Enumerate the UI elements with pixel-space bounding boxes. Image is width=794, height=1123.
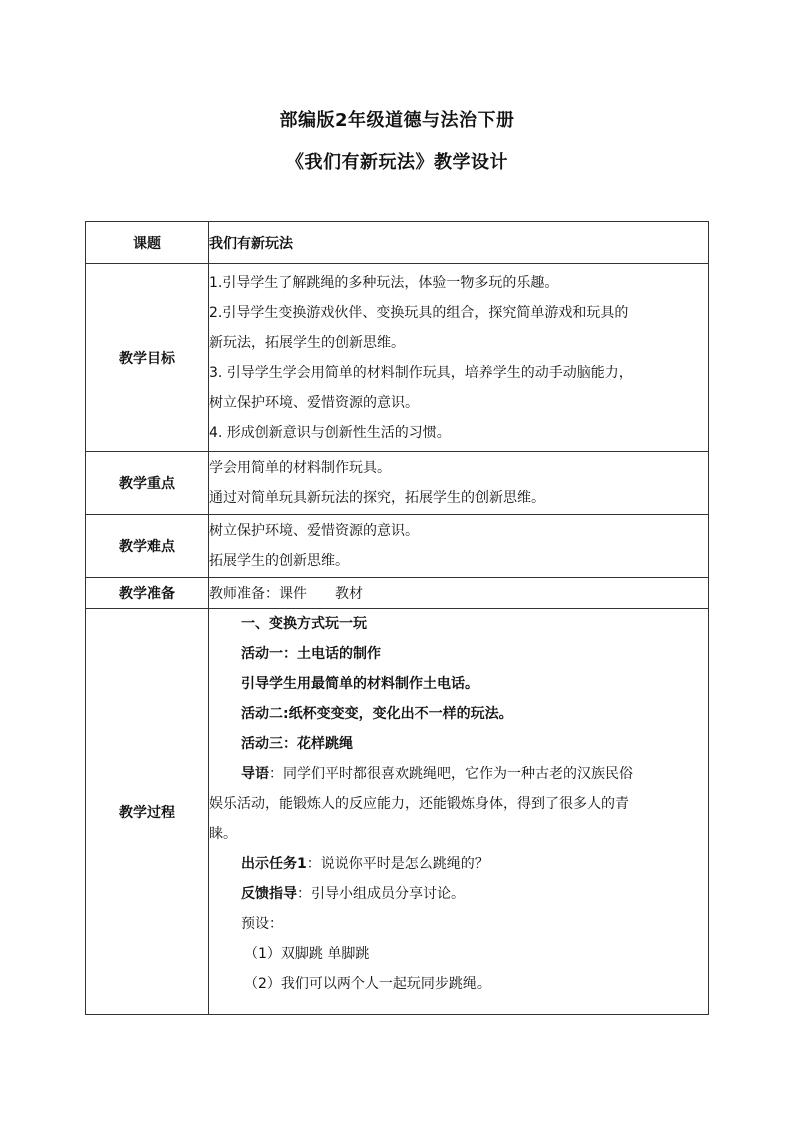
row-content-objectives [209, 264, 709, 452]
bold-label: 出示任务1 [241, 856, 307, 872]
bold-label: 反馈指导 [241, 886, 297, 902]
row-label-key-points: 教学重点 [86, 452, 209, 515]
process-text: ：说说你平时是怎么跳绳的？ [306, 856, 489, 872]
process-line: 睐。 [209, 826, 237, 842]
difficulty-line: 拓展学生的创新思维。 [209, 553, 349, 569]
document-subtitle: 《我们有新玩法》教学设计 [286, 152, 508, 173]
row-content-process [209, 609, 709, 1015]
process-text: ：引导小组成员分享讨论。 [297, 886, 465, 902]
activity-heading: 活动一：土电话的制作 [241, 646, 381, 662]
row-content-key-points [209, 452, 709, 515]
section-heading: 一、变换方式玩一玩 [241, 616, 367, 632]
key-point-line: 学会用简单的材料制作玩具。 [209, 460, 391, 476]
table-row-key-points [86, 452, 709, 515]
difficulty-line: 树立保护环境、爱惜资源的意识。 [209, 523, 419, 539]
table-row-process [86, 609, 709, 1015]
row-label-difficulties: 教学难点 [86, 515, 209, 578]
document-title: 部编版2年级道德与法治下册 [279, 110, 515, 131]
process-line: （2）我们可以两个人一起玩同步跳绳。 [244, 976, 491, 992]
key-point-line: 通过对简单玩具新玩法的探究，拓展学生的创新思维。 [209, 490, 545, 506]
activity-heading: 活动三：花样跳绳 [241, 736, 353, 752]
row-value-preparation: 教师准备：课件 教材 [209, 578, 709, 609]
row-label-preparation: 教学准备 [86, 578, 209, 609]
activity-heading: 活动二:纸杯变变变，变化出不一样的玩法。 [241, 706, 513, 722]
row-label-topic: 课题 [86, 222, 209, 264]
process-line [209, 879, 708, 909]
objective-line: 2.引导学生变换游戏伙伴、变换玩具的组合，探究简单游戏和玩具的 [209, 304, 629, 321]
table-row-preparation [86, 578, 709, 609]
objective-line: 树立保护环境、爱惜资源的意识。 [209, 394, 419, 411]
row-content-difficulties [209, 515, 709, 578]
process-line [209, 849, 708, 879]
objective-line: 1.引导学生了解跳绳的多种玩法，体验一物多玩的乐趣。 [209, 274, 559, 291]
lesson-plan-table [85, 221, 709, 1015]
row-value-topic: 我们有新玩法 [209, 222, 709, 264]
objective-line: 3. 引导学生学会用简单的材料制作玩具，培养学生的动手动脑能力， [209, 364, 633, 381]
row-label-objectives: 教学目标 [86, 264, 209, 452]
process-line: （1）双脚跳 单脚跳 [244, 946, 370, 962]
objective-line: 4. 形成创新意识与创新性生活的习惯。 [209, 424, 451, 441]
process-line [209, 759, 708, 789]
table-row-topic [86, 222, 709, 264]
process-line: 娱乐活动，能锻炼人的反应能力，还能锻炼身体，得到了很多人的青 [209, 796, 629, 812]
process-line: 预设： [241, 916, 283, 932]
table-row-difficulties [86, 515, 709, 578]
bold-label: 导语 [241, 766, 269, 782]
table-row-objectives [86, 264, 709, 452]
process-line: 引导学生用最简单的材料制作土电话。 [241, 676, 479, 692]
process-text: ：同学们平时都很喜欢跳绳吧，它作为一种古老的汉族民俗 [269, 766, 633, 782]
row-label-process: 教学过程 [86, 609, 209, 1015]
objective-line: 新玩法，拓展学生的创新思维。 [209, 334, 405, 351]
